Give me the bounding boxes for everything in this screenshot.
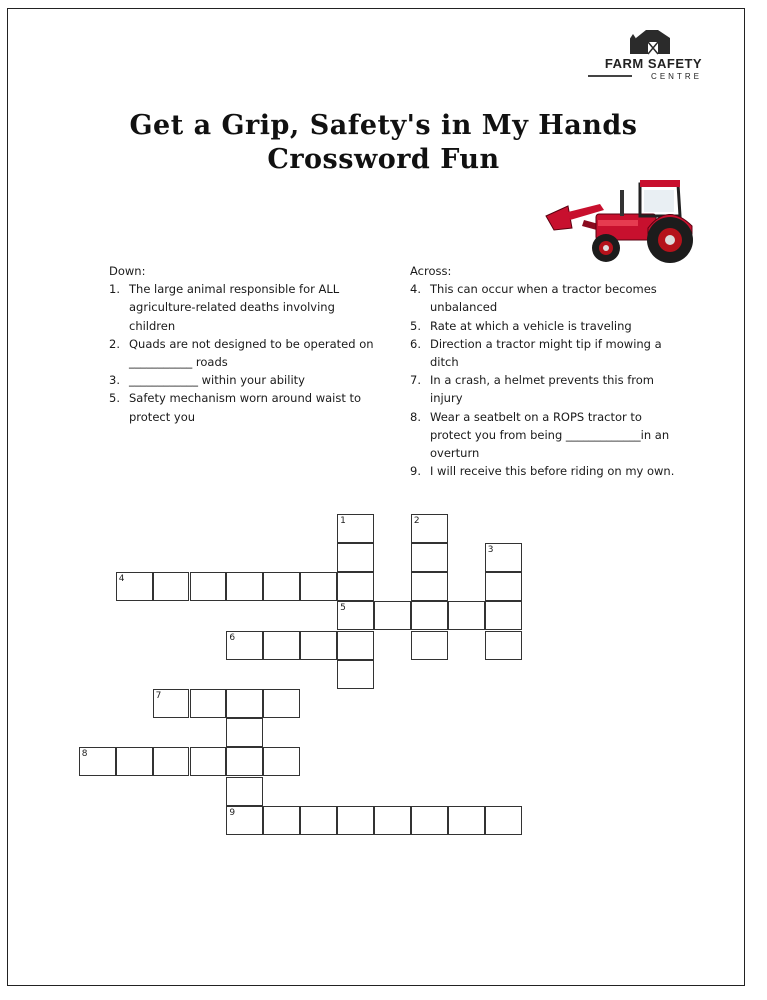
crossword-cell[interactable] bbox=[374, 601, 411, 630]
clue-text: Wear a seatbelt on a ROPS tractor to protect you from being _____________in an overturn bbox=[430, 409, 670, 461]
clue-number: 9. bbox=[410, 464, 421, 479]
across-clue bbox=[410, 317, 685, 335]
cell-number: 7 bbox=[155, 690, 162, 701]
crossword-cell[interactable] bbox=[337, 660, 374, 689]
crossword-cell[interactable] bbox=[485, 572, 522, 601]
crossword-cell[interactable] bbox=[226, 777, 263, 806]
cell-number: 4 bbox=[118, 574, 125, 585]
crossword-cell[interactable] bbox=[263, 747, 300, 776]
crossword-cell[interactable] bbox=[485, 543, 522, 572]
cell-number: 8 bbox=[81, 749, 88, 760]
crossword-cell[interactable] bbox=[411, 601, 448, 630]
crossword-cell[interactable] bbox=[116, 572, 153, 601]
across-clue bbox=[410, 335, 685, 371]
crossword-cell[interactable] bbox=[448, 806, 485, 835]
crossword-cell[interactable] bbox=[79, 747, 116, 776]
cell-number: 6 bbox=[229, 632, 236, 643]
crossword-cell[interactable] bbox=[485, 601, 522, 630]
crossword-cell[interactable] bbox=[190, 572, 227, 601]
barn-icon bbox=[630, 28, 678, 56]
across-clue bbox=[410, 280, 685, 316]
clue-number: 4. bbox=[410, 282, 421, 297]
across-clue bbox=[410, 462, 685, 480]
clue-text: Direction a tractor might tip if mowing a ditch bbox=[430, 336, 662, 370]
crossword-cell[interactable] bbox=[263, 572, 300, 601]
clue-text: This can occur when a tractor becomes unbalanced bbox=[430, 282, 657, 315]
clue-text: In a crash, a helmet prevents this from injury bbox=[430, 373, 655, 406]
clue-number: 8. bbox=[410, 409, 421, 424]
crossword-cell[interactable] bbox=[485, 631, 522, 660]
clue-text: Safety mechanism worn around waist to protect you bbox=[129, 391, 362, 424]
across-heading: Across: bbox=[410, 264, 452, 278]
crossword-cell[interactable] bbox=[448, 601, 485, 630]
crossword-cell[interactable] bbox=[337, 601, 374, 630]
across-clue bbox=[410, 408, 685, 463]
clue-number: 2. bbox=[109, 336, 120, 351]
crossword-cell[interactable] bbox=[190, 747, 227, 776]
crossword-cell[interactable] bbox=[263, 631, 300, 660]
down-clue bbox=[109, 371, 384, 389]
crossword-cell[interactable] bbox=[337, 631, 374, 660]
crossword-cell[interactable] bbox=[226, 747, 263, 776]
tractor-illustration bbox=[544, 176, 699, 266]
clue-text: The large animal responsible for ALL agriculture-related deaths involving children bbox=[129, 282, 340, 333]
clue-text: Quads are not designed to be operated on ___________ roads bbox=[129, 336, 374, 370]
page-subtitle: Crossword Fun bbox=[267, 144, 500, 175]
clue-number: 1. bbox=[109, 282, 120, 297]
crossword-cell[interactable] bbox=[411, 514, 448, 543]
clue-number: 5. bbox=[410, 318, 421, 333]
crossword-cell[interactable] bbox=[300, 572, 337, 601]
crossword-cell[interactable] bbox=[226, 689, 263, 718]
crossword-cell[interactable] bbox=[153, 689, 190, 718]
crossword-cell[interactable] bbox=[226, 718, 263, 747]
crossword-cell[interactable] bbox=[411, 631, 448, 660]
clue-text: I will receive this before riding on my own. bbox=[430, 464, 675, 479]
crossword-cell[interactable] bbox=[153, 572, 190, 601]
crossword-cell[interactable] bbox=[337, 514, 374, 543]
clue-number: 3. bbox=[109, 373, 120, 388]
across-clues bbox=[410, 262, 685, 480]
crossword-cell[interactable] bbox=[374, 806, 411, 835]
down-clue bbox=[109, 280, 384, 335]
logo-text-centre: CENTRE bbox=[651, 72, 702, 81]
cell-number: 1 bbox=[340, 515, 346, 526]
crossword-cell[interactable] bbox=[116, 747, 153, 776]
crossword-cell[interactable] bbox=[153, 747, 190, 776]
crossword-cell[interactable] bbox=[226, 631, 263, 660]
logo-swoosh bbox=[588, 75, 632, 77]
cell-number: 3 bbox=[487, 544, 494, 555]
clue-text: Rate at which a vehicle is traveling bbox=[430, 318, 632, 333]
crossword-cell[interactable] bbox=[337, 572, 374, 601]
crossword-cell[interactable] bbox=[337, 806, 374, 835]
cell-number: 9 bbox=[229, 807, 236, 818]
down-clues bbox=[109, 262, 384, 426]
clue-number: 6. bbox=[410, 336, 421, 351]
cell-number: 5 bbox=[340, 603, 346, 614]
crossword-cell[interactable] bbox=[411, 543, 448, 572]
crossword-cell[interactable] bbox=[263, 806, 300, 835]
logo-text-farm-safety: FARM SAFETY bbox=[604, 56, 703, 71]
crossword-cell[interactable] bbox=[485, 806, 522, 835]
crossword-cell[interactable] bbox=[411, 572, 448, 601]
crossword-cell[interactable] bbox=[300, 806, 337, 835]
down-heading: Down: bbox=[109, 264, 146, 278]
clue-text: ____________ within your ability bbox=[129, 373, 305, 388]
farm-safety-centre-logo bbox=[586, 26, 721, 84]
down-clue bbox=[109, 335, 384, 371]
across-clue bbox=[410, 371, 685, 407]
crossword-cell[interactable] bbox=[190, 689, 227, 718]
down-clue bbox=[109, 389, 384, 425]
page-title: Get a Grip, Safety's in My Hands bbox=[129, 110, 638, 141]
cell-number: 2 bbox=[413, 515, 420, 526]
crossword-cell[interactable] bbox=[300, 631, 337, 660]
clue-number: 7. bbox=[410, 373, 421, 388]
crossword-cell[interactable] bbox=[263, 689, 300, 718]
crossword-cell[interactable] bbox=[337, 543, 374, 572]
crossword-cell[interactable] bbox=[226, 806, 263, 835]
crossword-cell[interactable] bbox=[226, 572, 263, 601]
clue-number: 5. bbox=[109, 391, 120, 406]
crossword-cell[interactable] bbox=[411, 806, 448, 835]
